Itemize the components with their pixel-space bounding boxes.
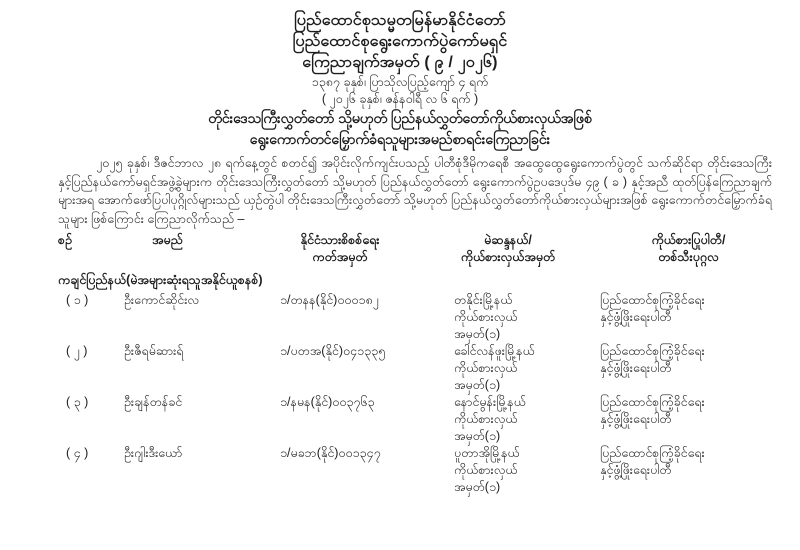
table-header-row bbox=[58, 232, 785, 266]
cell-party-line2: နှင့်ဖွံ့ဖြိုးရေးပါတီ bbox=[600, 463, 672, 477]
cell-constituency bbox=[424, 394, 592, 445]
column-header-party-line2: တစ်သီးပုဂ္ဂလ bbox=[658, 250, 719, 264]
notice-title-line2: ရွေးကောက်တင်မြှောက်ခံရသူများအမည်စာရင်းကြေညာခြင်း bbox=[249, 131, 551, 147]
cell-party bbox=[592, 445, 785, 496]
announcement-number: ကြေညာချက်အမှတ် ( ၉ / ၂၀၂၆) bbox=[302, 54, 498, 71]
table-row bbox=[58, 343, 785, 394]
cell-constituency-township: နောင်မွန်းမြို့နယ် bbox=[454, 395, 526, 409]
column-header-party-line1: ကိုယ်စားပြုပါတီ/ bbox=[651, 233, 726, 247]
cell-constituency-township: ပူတာအိုမြို့နယ် bbox=[454, 446, 520, 460]
cell-party bbox=[592, 394, 785, 445]
cell-nrc-number: ၁/ပတအ(နိုင်)၀၄၁၃၃၅ bbox=[280, 344, 386, 358]
column-header-serial: စဉ် bbox=[58, 233, 72, 247]
cell-name: ဦးဂျါးဒီးယော် bbox=[124, 446, 183, 460]
cell-party-line2: နှင့်ဖွံ့ဖြိုးရေးပါတီ bbox=[600, 361, 672, 375]
cell-party-line1: ပြည်ထောင်စုကြံ့ခိုင်ရေး bbox=[600, 395, 705, 409]
table-row bbox=[58, 445, 785, 496]
cell-party-line2: နှင့်ဖွံ့ဖြိုးရေးပါတီ bbox=[600, 412, 672, 426]
column-header-nrc-line2: ကတ်အမှတ် bbox=[312, 250, 368, 264]
table-row bbox=[58, 292, 785, 343]
cell-serial: ( ၁ ) bbox=[66, 293, 89, 307]
cell-constituency bbox=[424, 343, 592, 394]
cell-nrc-number: ၁/နမန(နိုင်)၀၀၃၇၆၃ bbox=[280, 395, 375, 409]
notice-paragraph: ၂၀၂၅ ခုနှစ်၊ ဒီဇင်ဘာလ ၂၈ ရက်နေ့တွင် စတင်၍ အပိုင်းလိုက်ကျင်းပသည့် ပါတီစုံဒီမိုကရေစီ အထွေထွေရွေးကောက်ပွဲတွင် သက်ဆိုင်ရာ တိုင်းဒေသကြီးနှင့်ပြည်နယ်ကော်မရှင်အဖွဲ့ခွဲများက တိုင်းဒေသကြီးလွှတ်တော် သို့မဟုတ် ပြည်နယ်လွှတ်တော် ရွေးကောက်ပွဲဥပဒေပုဒ်မ ၄၉ ( ခ ) နှင့်အညီ ထုတ်ပြန်ကြေညာချက်များအရ အောက်ဖော်ပြပါပုဂ္ဂိုလ်များသည် ယှဉ်တွဲပါ တိုင်းဒေသကြီးလွှတ်တော် သို့မဟုတ် ပြည်နယ်လွှတ်တော်ကိုယ်စားလှယ်များအဖြစ် ရွေးကောက်တင်မြှောက်ခံရသူများ ဖြစ်ကြောင်း ကြေညာလိုက်သည် – bbox=[58, 156, 772, 226]
cell-party-line1: ပြည်ထောင်စုကြံ့ခိုင်ရေး bbox=[600, 344, 705, 358]
column-header-constituency-line2: ကိုယ်စားလှယ်အမှတ် bbox=[460, 250, 556, 264]
cell-party bbox=[592, 292, 785, 343]
cell-constituency-number: အမှတ်(၁) bbox=[454, 429, 501, 443]
cell-serial: ( ၂ ) bbox=[66, 344, 88, 358]
cell-constituency-rep: ကိုယ်စားလှယ် bbox=[454, 310, 518, 324]
cell-nrc-number: ၁/တနန(နိုင်)၀၀၀၁၈၂ bbox=[280, 293, 379, 307]
column-header-party bbox=[592, 232, 785, 266]
cell-name: ဦးဇီရမ်ဆားရ် bbox=[124, 344, 184, 358]
cell-constituency-rep: ကိုယ်စားလှယ် bbox=[454, 361, 518, 375]
cell-constituency bbox=[424, 292, 592, 343]
column-header-nrc bbox=[256, 232, 424, 266]
cell-serial: ( ၄ ) bbox=[66, 446, 89, 460]
cell-constituency-township: တနိုင်းမြို့နယ် bbox=[454, 293, 513, 307]
cell-constituency-number: အမှတ်(၁) bbox=[454, 378, 501, 392]
cell-nrc-number: ၁/မခဘ(နိုင်)၀၀၁၃၄၇ bbox=[280, 446, 381, 460]
cell-constituency-rep: ကိုယ်စားလှယ် bbox=[454, 463, 518, 477]
column-header-constituency-line1: မဲဆန္ဒနယ်/ bbox=[484, 233, 532, 247]
cell-constituency-number: အမှတ်(၁) bbox=[454, 480, 501, 494]
cell-party bbox=[592, 343, 785, 394]
results-table bbox=[58, 232, 785, 496]
cell-constituency-township: ခေါင်လန်ဖူးမြို့နယ် bbox=[454, 344, 535, 358]
cell-constituency-rep: ကိုယ်စားလှယ် bbox=[454, 412, 518, 426]
cell-constituency-number: အမှတ်(၁) bbox=[454, 327, 501, 341]
cell-name: ဦးကောင်ဆိုင်းလ bbox=[124, 293, 200, 307]
section-kachin-state: ကချင်ပြည်နယ်(မဲအများဆုံးရသူအနိုင်ယူစနစ်) bbox=[58, 273, 263, 287]
header-country: ပြည်ထောင်စုသမ္မတမြန်မာနိုင်ငံတော် bbox=[294, 12, 506, 29]
date-myanmar-era: ၁၃၈၇ ခုနှစ်၊ ပြာသိုလပြည့်ကျော် ၄ ရက် bbox=[311, 75, 489, 89]
cell-party-line1: ပြည်ထောင်စုကြံ့ခိုင်ရေး bbox=[600, 293, 705, 307]
table-row bbox=[58, 394, 785, 445]
cell-serial: ( ၃ ) bbox=[66, 395, 89, 409]
date-gregorian: ( ၂၀၂၆ ခုနှစ်၊ ဇန်နဝါရီ လ ၆ ရက် ) bbox=[321, 92, 479, 106]
cell-constituency bbox=[424, 445, 592, 496]
cell-party-line1: ပြည်ထောင်စုကြံ့ခိုင်ရေး bbox=[600, 446, 705, 460]
notice-title-line1: တိုင်းဒေသကြီးလွှတ်တော် သို့မဟုတ် ပြည်နယ်လွှတ်တော်ကိုယ်စားလှယ်အဖြစ် bbox=[208, 110, 592, 126]
cell-party-line2: နှင့်ဖွံ့ဖြိုးရေးပါတီ bbox=[600, 310, 672, 324]
cell-name: ဦးချန်တန်ခင် bbox=[124, 395, 183, 409]
header-commission: ပြည်ထောင်စုရွေးကောက်ပွဲကော်မရှင် bbox=[292, 33, 508, 50]
column-header-nrc-line1: နိုင်ငံသားစိစစ်ရေး bbox=[300, 233, 380, 247]
column-header-constituency bbox=[424, 232, 592, 266]
column-header-name: အမည် bbox=[152, 233, 183, 247]
